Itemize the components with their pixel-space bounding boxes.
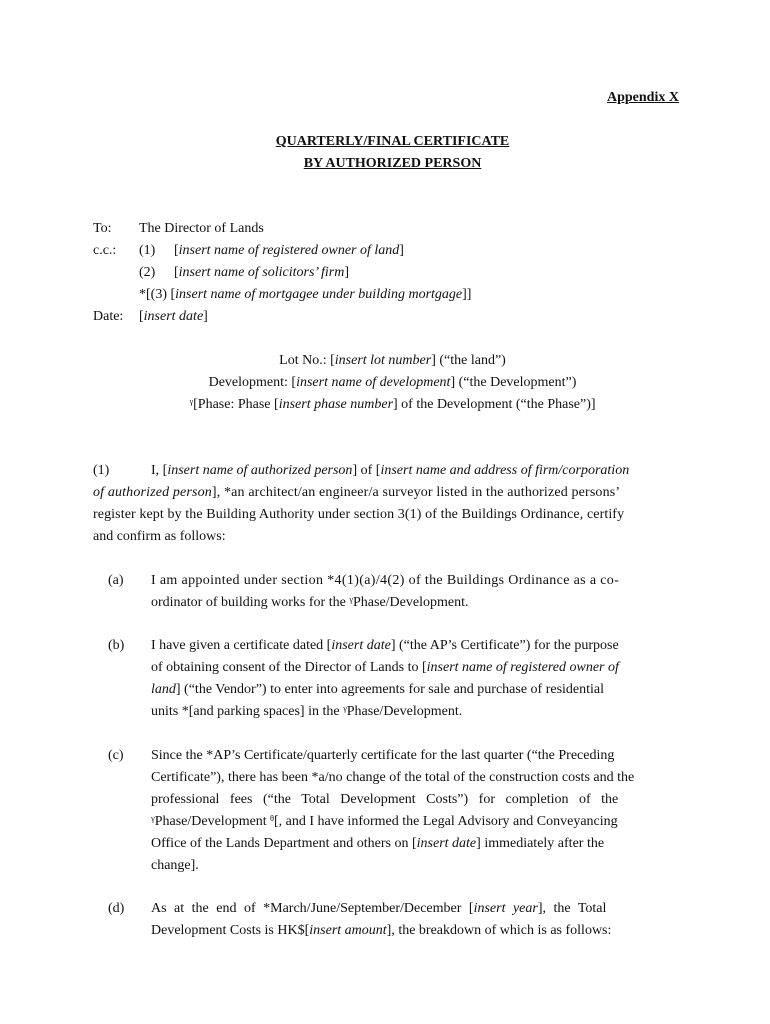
item-c-line3: professional fees (“the Total Development Costs”) for completion of the: [151, 792, 619, 807]
title-line-2: BY AUTHORIZED PERSON: [303, 156, 482, 171]
item-b-line2: [151, 657, 619, 679]
appendix-label: Appendix X: [607, 90, 679, 105]
phase-value: insert phase number: [278, 397, 394, 412]
cc3-prefix: *[(3) [: [139, 287, 176, 302]
item-a-label: (a): [108, 573, 124, 588]
para1-t2: ] of [: [352, 463, 381, 478]
item-d-l1b: ], the Total: [537, 901, 607, 916]
item-b-l1i: insert date: [331, 638, 391, 653]
date-value: insert date: [143, 309, 204, 324]
para1-line3: register kept by the Building Authority under section 3(1) of the Buildings Ordinance, certify: [93, 507, 625, 522]
phase-suffix: ] of the Development (“the Phase”)]: [393, 397, 596, 412]
item-c-l5i: insert date: [416, 836, 477, 851]
lot-prefix: Lot No.: [: [279, 353, 335, 368]
phase-line: [0, 394, 770, 416]
item-d-l1a: As at the end of *March/June/September/December [: [151, 901, 474, 916]
item-b-l2i: insert name of registered owner of: [426, 660, 619, 675]
cc1-line: [insert name of registered owner of land]: [174, 243, 404, 258]
lot-value: insert lot number: [334, 353, 432, 368]
development-line: [0, 372, 770, 394]
item-c-line6: change].: [151, 858, 199, 873]
para1-i3: of authorized person: [93, 485, 212, 500]
item-b-label: (b): [108, 638, 125, 653]
item-c-l5a: Office of the Lands Department and others on [: [151, 836, 417, 851]
item-c-line4: ᵞPhase/Development ᶿ[, and I have informed the Legal Advisory and Conveyancing: [151, 814, 618, 829]
item-c-line1: Since the *AP’s Certificate/quarterly certificate for the last quarter (“the Preceding: [151, 748, 615, 763]
cc-label: c.c.:: [93, 243, 117, 258]
item-a-line1: I am appointed under section *4(1)(a)/4(2) of the Buildings Ordinance as a co-: [151, 573, 620, 588]
item-d-l2b: ], the breakdown of which is as follows:: [386, 923, 612, 938]
date-line: [insert date]: [139, 309, 208, 324]
item-b-l3b: ] (“the Vendor”) to enter into agreements for sale and purchase of residential: [175, 682, 605, 697]
item-b-l1b: ] (“the AP’s Certificate”) for the purpose: [390, 638, 619, 653]
lot-line: [0, 350, 770, 372]
item-b-line3: [151, 679, 604, 701]
to-value: The Director of Lands: [139, 221, 264, 236]
para1-line2: [93, 482, 620, 504]
title-line-1: QUARTERLY/FINAL CERTIFICATE: [275, 134, 510, 149]
para1-t1: I, [: [151, 463, 168, 478]
item-d-l2a: Development Costs is HK$[: [151, 923, 310, 938]
item-b-l2a: of obtaining consent of the Director of Lands to [: [151, 660, 427, 675]
item-d-l2i: insert amount: [309, 923, 387, 938]
item-c-label: (c): [108, 748, 124, 763]
item-b-l3i: land: [151, 682, 176, 697]
to-label: To:: [93, 221, 112, 236]
cc1-number: (1): [139, 243, 156, 258]
item-c-line2: Certificate”), there has been *a/no change of the total of the construction costs and the: [151, 770, 635, 785]
item-b-line1: [151, 635, 619, 657]
para1-i2: insert name and address of firm/corporation: [380, 463, 630, 478]
item-a-line2: ordinator of building works for the ᵞPhase/Development.: [151, 595, 469, 610]
item-b-line4: units *[and parking spaces] in the ᵞPhase/Development.: [151, 704, 463, 719]
item-d-line1: [151, 898, 606, 920]
dev-prefix: Development: [: [208, 375, 297, 390]
dev-value: insert name of development: [296, 375, 451, 390]
cc2-value: insert name of solicitors’ firm: [178, 265, 345, 280]
item-b-l1a: I have given a certificate dated [: [151, 638, 332, 653]
cc3-suffix: ]]: [462, 287, 472, 302]
date-label: Date:: [93, 309, 124, 324]
dev-suffix: ] (“the Development”): [450, 375, 577, 390]
cc1-value: insert name of registered owner of land: [178, 243, 400, 258]
lot-suffix: ] (“the land”): [431, 353, 506, 368]
item-c-l5b: ] immediately after the: [476, 836, 605, 851]
item-c-line5: [151, 833, 604, 855]
cc3-line: [139, 284, 471, 306]
para1-t3: ], *an architect/an engineer/a surveyor listed in the authorized persons’: [211, 485, 621, 500]
item-d-label: (d): [108, 901, 125, 916]
para1-line4: and confirm as follows:: [93, 529, 226, 544]
para1-line1: [151, 460, 629, 482]
para1-number: (1): [93, 463, 110, 478]
item-d-l1i: insert year: [473, 901, 538, 916]
cc3-value: insert name of mortgagee under building mortgage: [175, 287, 463, 302]
cc2-number: (2): [139, 265, 156, 280]
item-d-line2: [151, 920, 611, 942]
cc2-line: [insert name of solicitors’ firm]: [174, 265, 350, 280]
para1-i1: insert name of authorized person: [167, 463, 353, 478]
phase-prefix: ᵞ[Phase: Phase [: [189, 397, 279, 412]
